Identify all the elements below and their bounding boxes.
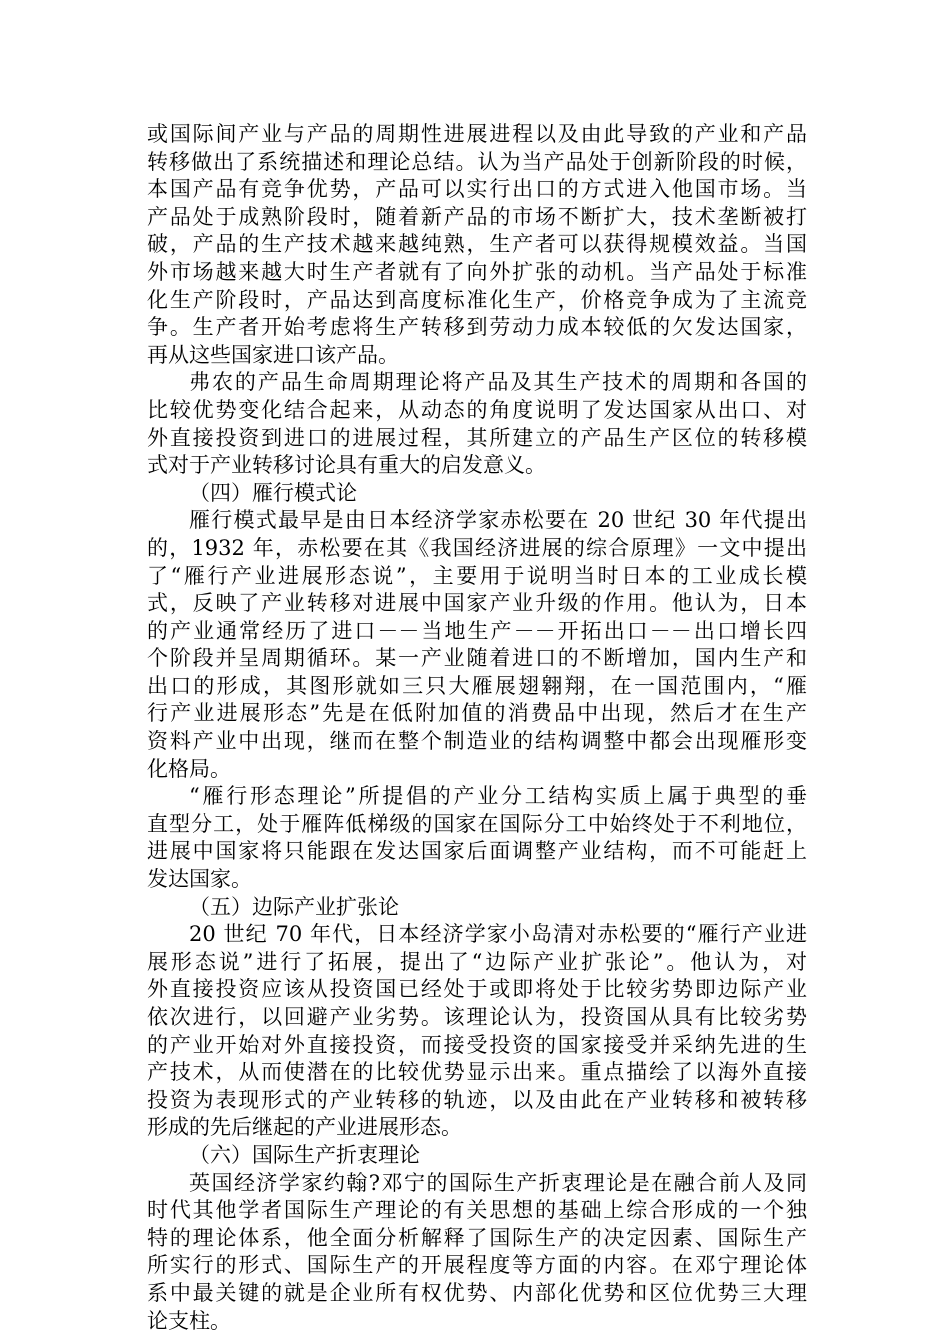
- text-line: 特的理论体系，他全面分析解释了国际生产的决定因素、国际生产: [147, 1225, 807, 1250]
- text-line: 再从这些国家进口该产品。: [147, 342, 399, 367]
- text-line: 外市场越来越大时生产者就有了向外扩张的动机。当产品处于标准: [147, 259, 807, 284]
- text-line: 比较优势变化结合起来，从动态的角度说明了发达国家从出口、对: [147, 397, 807, 422]
- text-line: 依次进行，以回避产业劣势。该理论认为，投资国从具有比较劣势: [147, 1005, 807, 1029]
- text-line: 展形态说”进行了拓展，提出了“边际产业扩张论”。他认为，对: [147, 949, 807, 974]
- section-heading: （四）雁行模式论: [189, 480, 357, 505]
- text-line: 发达国家。: [147, 867, 252, 892]
- text-line: 争。生产者开始考虑将生产转移到劳动力成本较低的欠发达国家，: [147, 315, 807, 340]
- paragraph: [147, 783, 807, 893]
- text-line: 的，1932 年，赤松要在其《我国经济进展的综合原理》一文中提出: [147, 535, 807, 560]
- paragraph: [147, 369, 807, 479]
- text-line: 进展中国家将只能跟在发达国家后面调整产业结构，而不可能赶上: [147, 839, 807, 864]
- paragraph: [147, 507, 807, 783]
- text-line: 外直接投资到进口的进展过程，其所建立的产品生产区位的转移模: [147, 425, 807, 450]
- text-line: 化格局。: [147, 756, 231, 781]
- text-line: 系中最关键的就是企业所有权优势、内部化优势和区位优势三大理: [147, 1280, 807, 1305]
- text-line: 了“雁行产业进展形态说”，主要用于说明当时日本的工业成长模: [147, 563, 807, 588]
- paragraph: [147, 121, 807, 369]
- text-line: 产技术，从而使潜在的比较优势显示出来。重点描绘了以海外直接: [147, 1060, 807, 1085]
- text-line: 雁行模式最早是由日本经济学家赤松要在 20 世纪 30 年代提出: [189, 508, 807, 533]
- text-line: 弗农的产品生命周期理论将产品及其生产技术的周期和各国的: [189, 370, 807, 395]
- text-line: 的产业通常经历了进口－－当地生产－－开拓出口－－出口增长四: [147, 618, 807, 643]
- text-line: 所实行的形式、国际生产的开展程度等方面的内容。在邓宁理论体: [147, 1253, 807, 1278]
- section-heading: （五）边际产业扩张论: [189, 894, 399, 919]
- text-line: “雁行形态理论”所提倡的产业分工结构实质上属于典型的垂: [189, 784, 807, 809]
- text-line: 或国际间产业与产品的周期性进展进程以及由此导致的产业和产品: [147, 122, 807, 146]
- text-line: 论支柱。: [147, 1308, 231, 1333]
- text-line: 产品处于成熟阶段时，随着新产品的市场不断扩大，技术垄断被打: [147, 204, 807, 229]
- text-line: 投资为表现形式的产业转移的轨迹，以及由此在产业转移和被转移: [147, 1087, 807, 1112]
- text-line: 形成的先后继起的产业进展形态。: [147, 1115, 462, 1140]
- text-line: 化生产阶段时，产品达到高度标准化生产，价格竞争成为了主流竞: [147, 287, 807, 312]
- text-line: 英国经济学家约翰?邓宁的国际生产折衷理论是在融合前人及同: [189, 1170, 807, 1195]
- text-line: 个阶段并呈周期循环。某一产业随着进口的不断增加，国内生产和: [147, 646, 807, 671]
- text-line: 20 世纪 70 年代，日本经济学家小岛清对赤松要的“雁行产业进: [189, 922, 807, 947]
- text-line: 行产业进展形态”先是在低附加值的消费品中出现，然后才在生产: [147, 701, 807, 726]
- paragraph: [147, 1170, 807, 1336]
- text-line: 式对于产业转移讨论具有重大的启发意义。: [147, 453, 546, 478]
- text-line: 的产业开始对外直接投资，而接受投资的国家接受并采纳先进的生: [147, 1032, 807, 1057]
- text-line: 式，反映了产业转移对进展中国家产业升级的作用。他认为，日本: [147, 591, 807, 616]
- text-line: 直型分工，处于雁阵低梯级的国家在国际分工中始终处于不利地位，: [147, 811, 807, 836]
- text-line: 转移做出了系统描述和理论总结。认为当产品处于创新阶段的时候，: [147, 149, 807, 174]
- paragraph: [147, 921, 807, 1142]
- text-line: 时代其他学者国际生产理论的有关思想的基础上综合形成的一个独: [147, 1198, 807, 1223]
- text-line: 出口的形成，其图形就如三只大雁展翅翱翔，在一国范围内，“雁: [147, 673, 807, 698]
- text-line: 破，产品的生产技术越来越纯熟，生产者可以获得规模效益。当国: [147, 232, 807, 257]
- text-line: 外直接投资应该从投资国已经处于或即将处于比较劣势即边际产业: [147, 977, 807, 1002]
- section-heading: （六）国际生产折衷理论: [189, 1142, 420, 1167]
- text-line: 本国产品有竞争优势，产品可以实行出口的方式进入他国市场。当: [147, 177, 807, 202]
- document-page: [147, 121, 807, 1335]
- text-line: 资料产业中出现，继而在整个制造业的结构调整中都会出现雁形变: [147, 729, 807, 754]
